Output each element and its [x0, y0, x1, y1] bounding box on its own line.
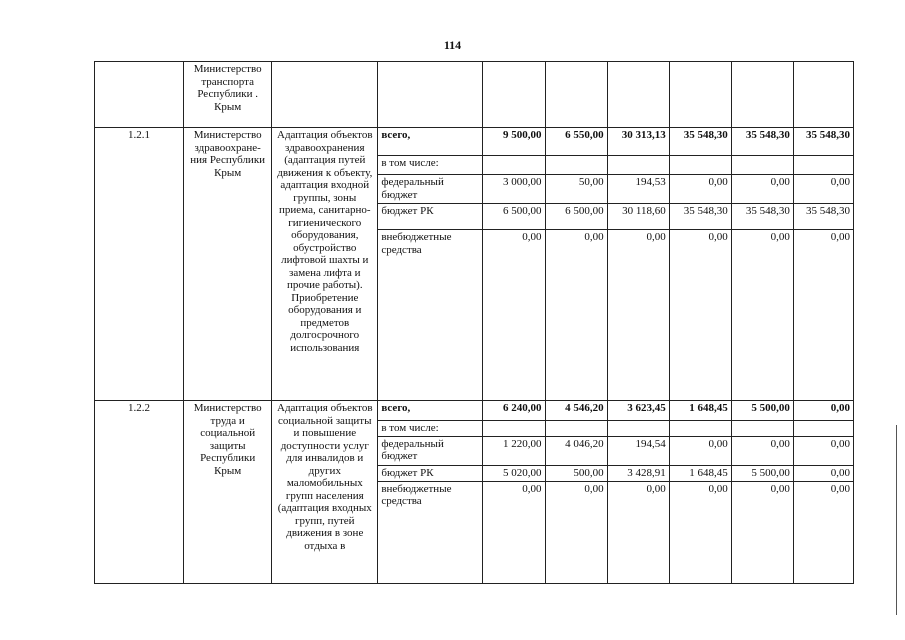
value-cell: 35 548,30 [731, 128, 793, 156]
value-cell: 3 623,45 [607, 401, 669, 421]
value-cell: 1 220,00 [483, 436, 545, 465]
value-cell [669, 421, 731, 437]
value-cell: 0,00 [793, 230, 853, 401]
source-label: в том числе: [378, 421, 483, 437]
value-cell: 30 313,13 [607, 128, 669, 156]
value-cell: 6 500,00 [483, 204, 545, 230]
source-label: федеральный бюджет [378, 436, 483, 465]
value-cell: 0,00 [545, 230, 607, 401]
value-cell: 1 648,45 [669, 401, 731, 421]
value-cell [731, 62, 793, 128]
value-cell: 5 500,00 [731, 401, 793, 421]
source-label: бюджет РК [378, 204, 483, 230]
value-cell: 3 000,00 [483, 175, 545, 204]
value-cell: 3 428,91 [607, 465, 669, 481]
value-cell [669, 156, 731, 175]
value-cell: 4 546,20 [545, 401, 607, 421]
value-cell [731, 421, 793, 437]
value-cell: 6 240,00 [483, 401, 545, 421]
number-cell [95, 62, 184, 128]
source-label: внебюджетные средства [378, 230, 483, 401]
value-cell: 35 548,30 [793, 204, 853, 230]
value-cell: 0,00 [731, 481, 793, 583]
scan-edge-line [896, 425, 897, 615]
value-cell: 35 548,30 [669, 204, 731, 230]
source-label: в том числе: [378, 156, 483, 175]
value-cell [483, 156, 545, 175]
value-cell: 0,00 [483, 230, 545, 401]
value-cell: 35 548,30 [731, 204, 793, 230]
source-label: всего, [378, 401, 483, 421]
value-cell: 0,00 [669, 175, 731, 204]
value-cell: 0,00 [793, 481, 853, 583]
value-cell: 35 548,30 [793, 128, 853, 156]
item-number: 1.2.1 [95, 128, 184, 401]
value-cell: 0,00 [793, 465, 853, 481]
value-cell: 0,00 [731, 230, 793, 401]
value-cell: 0,00 [731, 436, 793, 465]
value-cell: 30 118,60 [607, 204, 669, 230]
value-cell: 194,53 [607, 175, 669, 204]
value-cell [607, 62, 669, 128]
value-cell: 9 500,00 [483, 128, 545, 156]
activity-cell: Адаптация объектов здравоохранения (адаптация путей движения к объекту, адаптация входной группы, зоны приема, санитарно-гигиенического оборудования, обустройство лифтовой шахты и замена лифта и прочие работы). Приобретение оборудования и предметов долгосрочного использования [272, 128, 378, 401]
value-cell: 0,00 [669, 230, 731, 401]
value-cell [545, 421, 607, 437]
value-cell [793, 421, 853, 437]
value-cell: 0,00 [607, 481, 669, 583]
value-cell: 0,00 [793, 401, 853, 421]
value-cell: 194,54 [607, 436, 669, 465]
value-cell: 0,00 [669, 436, 731, 465]
activity-cell [272, 62, 378, 128]
item-number: 1.2.2 [95, 401, 184, 584]
value-cell: 0,00 [669, 481, 731, 583]
value-cell: 0,00 [483, 481, 545, 583]
value-cell: 500,00 [545, 465, 607, 481]
value-cell: 6 500,00 [545, 204, 607, 230]
executor-cell: Министерство транспорта Республики . Крым [184, 62, 272, 128]
value-cell: 50,00 [545, 175, 607, 204]
value-cell: 4 046,20 [545, 436, 607, 465]
value-cell [793, 62, 853, 128]
source-label: внебюджетные средства [378, 481, 483, 583]
source-label: федеральный бюджет [378, 175, 483, 204]
value-cell [483, 421, 545, 437]
value-cell: 1 648,45 [669, 465, 731, 481]
executor-cell: Министерство труда и социальной защиты Республики Крым [184, 401, 272, 584]
value-cell: 0,00 [793, 436, 853, 465]
value-cell [483, 62, 545, 128]
value-cell: 5 500,00 [731, 465, 793, 481]
executor-cell: Министерство здравоохране-ния Республики Крым [184, 128, 272, 401]
source-cell [378, 62, 483, 128]
value-cell [669, 62, 731, 128]
budget-table [94, 61, 854, 584]
value-cell [545, 62, 607, 128]
value-cell [545, 156, 607, 175]
source-label: всего, [378, 128, 483, 156]
table-row [95, 128, 854, 156]
table-row [95, 401, 854, 421]
source-label: бюджет РК [378, 465, 483, 481]
table-row [95, 62, 854, 128]
value-cell: 0,00 [793, 175, 853, 204]
value-cell [793, 156, 853, 175]
value-cell [607, 421, 669, 437]
value-cell: 0,00 [545, 481, 607, 583]
value-cell: 35 548,30 [669, 128, 731, 156]
activity-cell: Адаптация объектов социальной защиты и повышение доступности услуг для инвалидов и других маломобильных групп населения (адаптация входных групп, путей движения в зоне отдыха в [272, 401, 378, 584]
value-cell: 0,00 [731, 175, 793, 204]
page-number: 114 [443, 38, 462, 52]
value-cell [607, 156, 669, 175]
value-cell: 5 020,00 [483, 465, 545, 481]
value-cell: 0,00 [607, 230, 669, 401]
value-cell [731, 156, 793, 175]
value-cell: 6 550,00 [545, 128, 607, 156]
